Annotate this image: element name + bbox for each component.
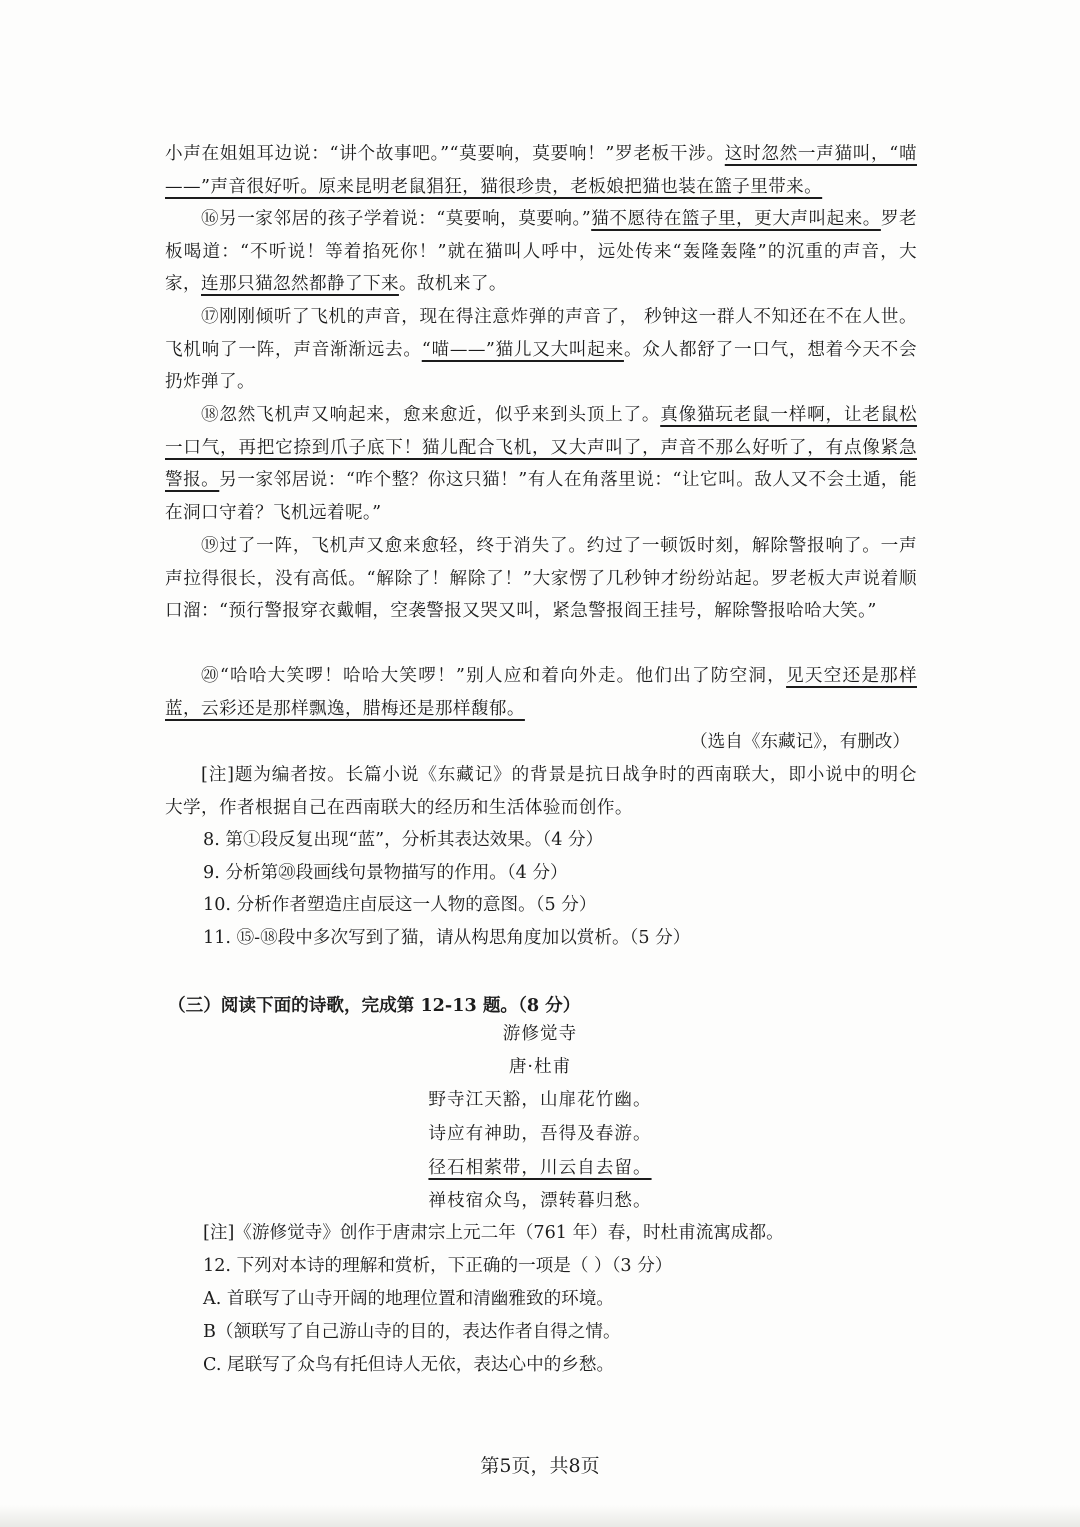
question-11: 11. ⑮-⑱段中多次写到了猫，请从构思角度加以赏析。（5 分） [203, 928, 691, 948]
text-run: ⑰刚刚倾听了飞机的声音，现在得注意炸弹的声音了， 秒钟这一群人不知还在不在人世。飞机响了一阵，声音渐渐远去。 [165, 307, 917, 360]
option-a: A. 首联写了山寺开阔的地理位置和清幽雅致的环境。 [203, 1289, 614, 1309]
poem-line: 诗应有神助，吾得及春游。 [428, 1124, 652, 1144]
text-run: ⑳“哈哈大笑啰！哈哈大笑啰！”别人应和着向外走。他们出了防空洞， [201, 666, 787, 686]
poem-line-underlined [0, 1152, 1080, 1184]
underlined-sentence: 见天空还是那样蓝，云彩还是那样飘逸，腊梅还是那样馥郁。 [165, 666, 917, 719]
text-run: 。敌机来了。 [398, 274, 507, 295]
poem-author: 唐·杜甫 [508, 1057, 572, 1077]
question-8: 8. 第①段反复出现“蓝”，分析其表达效果。（4 分） [203, 830, 604, 850]
source-citation: （选自《东藏记》，有删改） [690, 732, 910, 752]
paragraph-19: ⑲过了一阵，飞机声又愈来愈轻，终于消失了。约过了一顿饭时刻，解除警报响了。一声声拉得很长，没有高低。“解除了！解除了！”大家愣了几秒钟才纷纷站起。罗老板大声说着顺口溜：“预行警报穿衣戴帽，空袭警报又哭又叫，紧急警报阎王挂号，解除警报哈哈大笑。” [165, 536, 917, 622]
underlined-sentence: 这时忽然一声猫叫，“喵——”声音很好听。原来昆明老鼠猖狂，猫很珍贵，老板娘把猫也装在篮子里带来。 [165, 144, 917, 197]
text-run: 另一家邻居说：“咋个整？你这只猫！”有人在角落里说：“让它叫。敌人又不会土遁，能在洞口守着？飞机远着呢。” [165, 470, 917, 523]
paragraph-18 [165, 399, 917, 529]
underlined-poem-line: 径石相萦带，川云自去留。 [428, 1158, 652, 1178]
poem-note: [注]《游修觉寺》创作于唐肃宗上元二年（761 年）春，时杜甫流寓成都。 [203, 1223, 784, 1243]
scan-edge-shadow [0, 1505, 1080, 1527]
question-10: 10. 分析作者塑造庄卣辰这一人物的意图。（5 分） [203, 895, 597, 915]
option-c: C. 尾联写了众鸟有托但诗人无依，表达心中的乡愁。 [203, 1355, 615, 1375]
text-run: 。众人都舒了一口气，想着今天不会扔炸弹了。 [165, 339, 918, 393]
passage-note: [注]题为编者按。长篇小说《东藏记》的背景是抗日战争时的西南联大，即小说中的明仑大学，作者根据自己在西南联大的经历和生活体验而创作。 [165, 765, 917, 818]
paragraph-20 [165, 660, 917, 725]
underlined-sentence: 猫不愿待在篮子里，更大声叫起来。 [591, 209, 881, 229]
text-run: ⑯另一家邻居的孩子学着说：“莫要响，莫要响。” [201, 209, 592, 229]
underlined-sentence: “喵——”猫儿又大叫起来 [421, 339, 624, 360]
text-run: ⑱忽然飞机声又响起来，愈来愈近，似乎来到头顶上了。 [201, 405, 661, 425]
question-12: 12. 下列对本诗的理解和赏析，下正确的一项是（ ）（3 分） [203, 1256, 673, 1276]
option-b: B（颔联写了自己游山寺的目的，表达作者自得之情。 [203, 1322, 621, 1342]
underlined-sentence: 连那只猫忽然都静了下来 [201, 274, 399, 295]
paragraph-15-tail [165, 138, 917, 203]
underlined-sentence: 真像猫玩老鼠一样啊，让老鼠松一口气，再把它捺到爪子底下！猫儿配合飞机，又大声叫了，声音不那么好听了，有点像紧急警报。 [165, 405, 917, 491]
paragraph-16 [165, 203, 917, 301]
text-run: 罗老板喝道：“不听说！等着掐死你！”就在猫叫人呼中，远处传来“轰隆轰隆”的沉重的声音，大家， [165, 209, 917, 295]
question-9: 9. 分析第⑳段画线句景物描写的作用。（4 分） [203, 863, 568, 883]
paragraph-17 [165, 301, 917, 399]
poem-line: 禅枝宿众鸟，漂转暮归愁。 [428, 1191, 652, 1211]
page-footer: 第5页，共8页 [480, 1455, 600, 1477]
poem-line: 野寺江天豁，山扉花竹幽。 [428, 1090, 652, 1110]
text-run: 小声在姐姐耳边说：“讲个故事吧。”“莫要响，莫要响！”罗老板干涉。 [165, 144, 725, 164]
section-3-heading: （三）阅读下面的诗歌，完成第 12-13 题。（8 分） [168, 995, 581, 1016]
poem-title: 游修觉寺 [502, 1024, 578, 1044]
